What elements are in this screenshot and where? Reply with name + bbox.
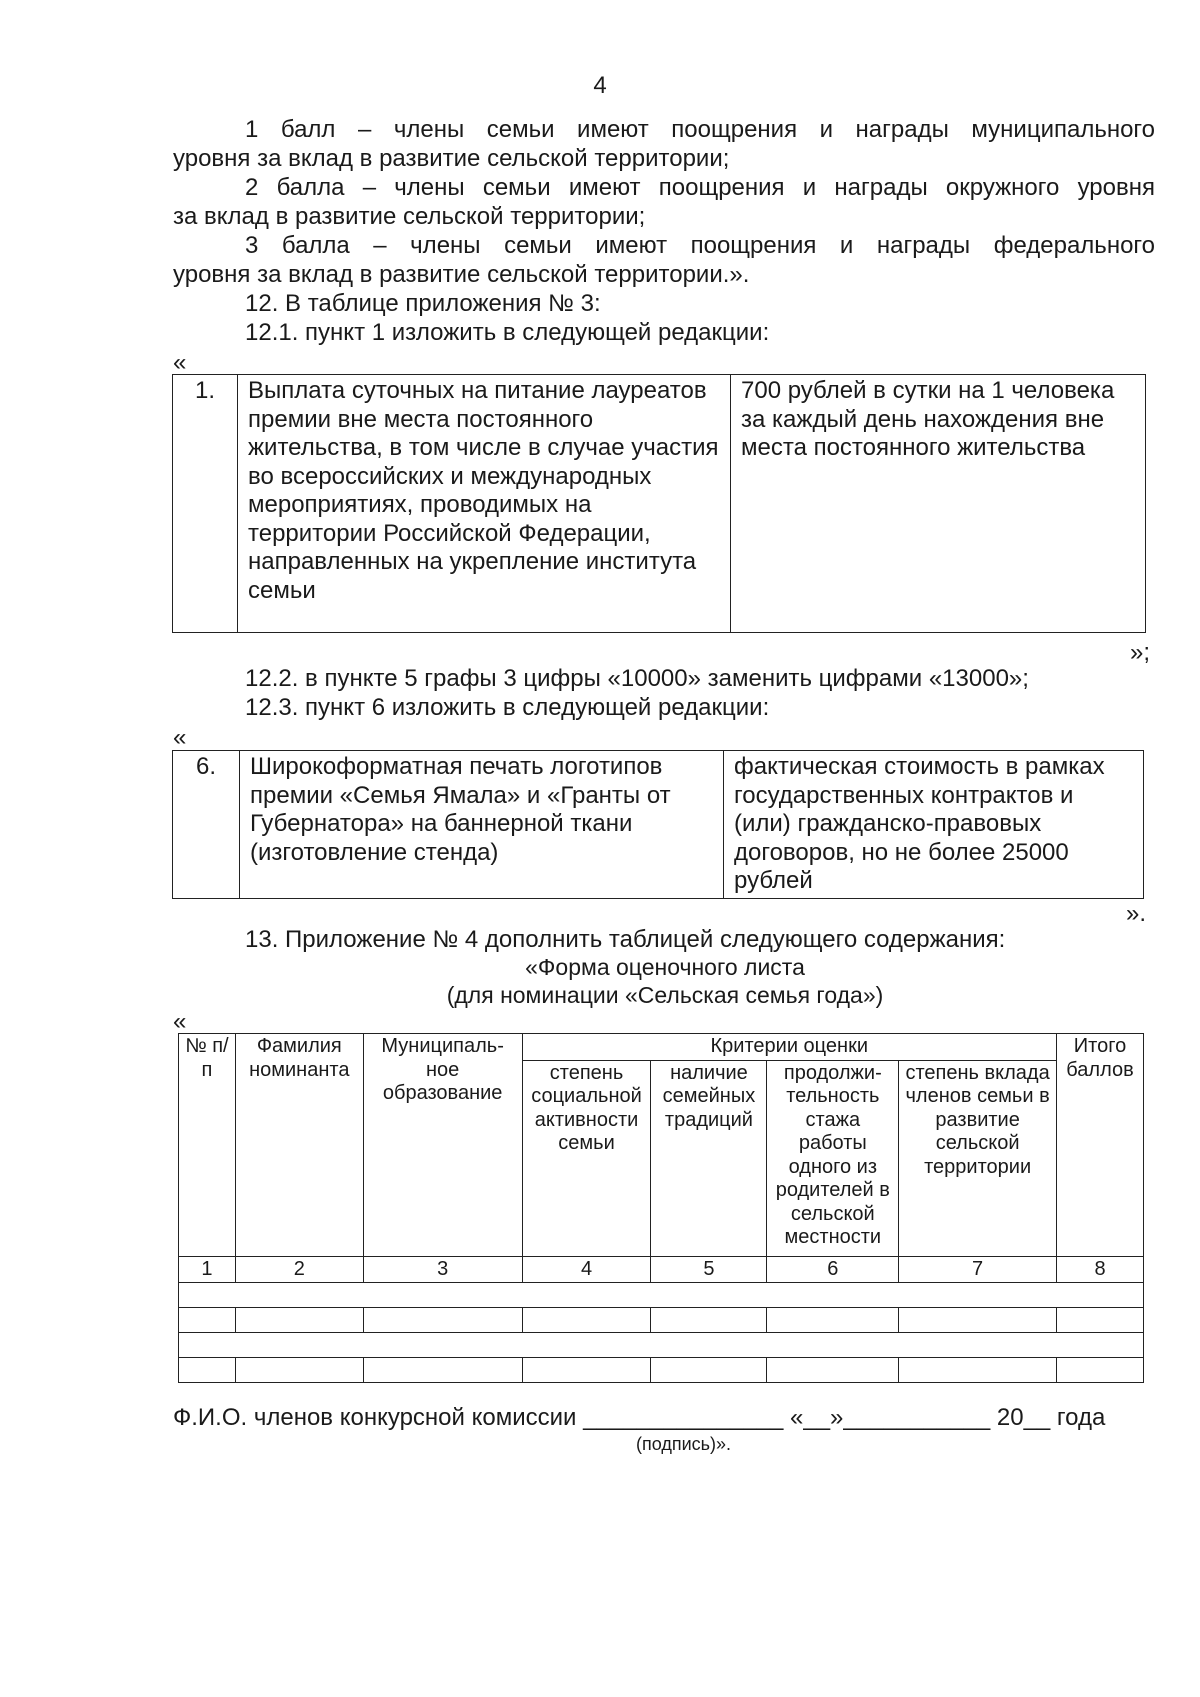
header-num: № п/п (179, 1034, 236, 1257)
table-item-6 (172, 750, 1144, 899)
item-12: 12. В таблице приложения № 3: (245, 290, 601, 317)
item-12-2: 12.2. в пункте 5 графы 3 цифры «10000» заменить цифрами «13000»; (245, 665, 1029, 692)
table1-value: 700 рублей в сутки на 1 человека за каждый день нахождения вне места постоянного жительства (731, 375, 1146, 633)
blank-table-row (179, 1358, 1144, 1383)
form-title: «Форма оценочного листа (525, 954, 805, 980)
evaluation-form-table (178, 1033, 1144, 1383)
header-criterion-traditions: наличие семейных традиций (651, 1060, 767, 1256)
header-criterion-work-experience: продолжи-тельность стажа работы одного из родителей в сельской местности (767, 1060, 899, 1256)
colnum-5: 5 (651, 1256, 767, 1283)
colnum-8: 8 (1057, 1256, 1144, 1283)
item-12-1: 12.1. пункт 1 изложить в следующей редакции: (245, 319, 770, 346)
colnum-6: 6 (767, 1256, 899, 1283)
colnum-7: 7 (899, 1256, 1057, 1283)
item-13: 13. Приложение № 4 дополнить таблицей следующего содержания: (245, 926, 1006, 953)
point-2-line-1: 2 балла – члены семьи имеют поощрения и награды окружного уровня (245, 174, 1155, 201)
point-2-line-2: за вклад в развитие сельской территории; (173, 203, 646, 230)
colnum-1: 1 (179, 1256, 236, 1283)
blank-section-row (179, 1283, 1144, 1308)
open-quote-2: « (173, 724, 187, 751)
signature-line: Ф.И.О. членов конкурсной комиссии _______________ «__»___________ 20__ года (173, 1404, 1106, 1431)
blank-table-row (179, 1308, 1144, 1333)
header-total: Итого баллов (1057, 1034, 1144, 1257)
header-municipality: Муниципаль-ное образование (363, 1034, 522, 1257)
colnum-4: 4 (522, 1256, 651, 1283)
header-criterion-activity: степень социальной активности семьи (522, 1060, 651, 1256)
close-quote-1: »; (1130, 639, 1151, 666)
close-quote-2: ». (1126, 900, 1147, 927)
open-quote-3: « (173, 1008, 187, 1035)
header-criterion-contribution: степень вклада членов семьи в развитие сельской территории (899, 1060, 1057, 1256)
table2-num: 6. (173, 751, 240, 899)
header-criteria: Критерии оценки (522, 1034, 1056, 1061)
point-3-line-2: уровня за вклад в развитие сельской территории.». (173, 261, 750, 288)
table2-desc: Широкоформатная печать логотипов премии «Семья Ямала» и «Гранты от Губернатора» на баннерной ткани (изготовление стенда) (240, 751, 724, 899)
colnum-3: 3 (363, 1256, 522, 1283)
item-12-3: 12.3. пункт 6 изложить в следующей редакции: (245, 694, 770, 721)
signature-caption: (подпись)». (636, 1434, 732, 1454)
table2-value: фактическая стоимость в рамках государственных контрактов и (или) гражданско-правовых договоров, но не более 25000 рублей (724, 751, 1144, 899)
header-surname: Фамилия номинанта (235, 1034, 363, 1257)
table-item-1 (172, 374, 1146, 633)
point-1-line-1: 1 балл – члены семьи имеют поощрения и награды муниципального (245, 116, 1155, 143)
open-quote-1: « (173, 349, 187, 376)
point-1-line-2: уровня за вклад в развитие сельской территории; (173, 145, 730, 172)
table1-desc: Выплата суточных на питание лауреатов премии вне места постоянного жительства, в том числе в случае участия во всероссийских и международных мероприятиях, проводимых на территории Российской Федерации, направленных на укрепление института семьи (238, 375, 731, 633)
blank-section-row (179, 1333, 1144, 1358)
point-3-line-1: 3 балла – члены семьи имеют поощрения и награды федерального (245, 232, 1155, 259)
page-number: 4 (593, 72, 607, 99)
form-subtitle: (для номинации «Сельская семья года») (446, 982, 884, 1008)
table1-num: 1. (173, 375, 238, 633)
colnum-2: 2 (235, 1256, 363, 1283)
